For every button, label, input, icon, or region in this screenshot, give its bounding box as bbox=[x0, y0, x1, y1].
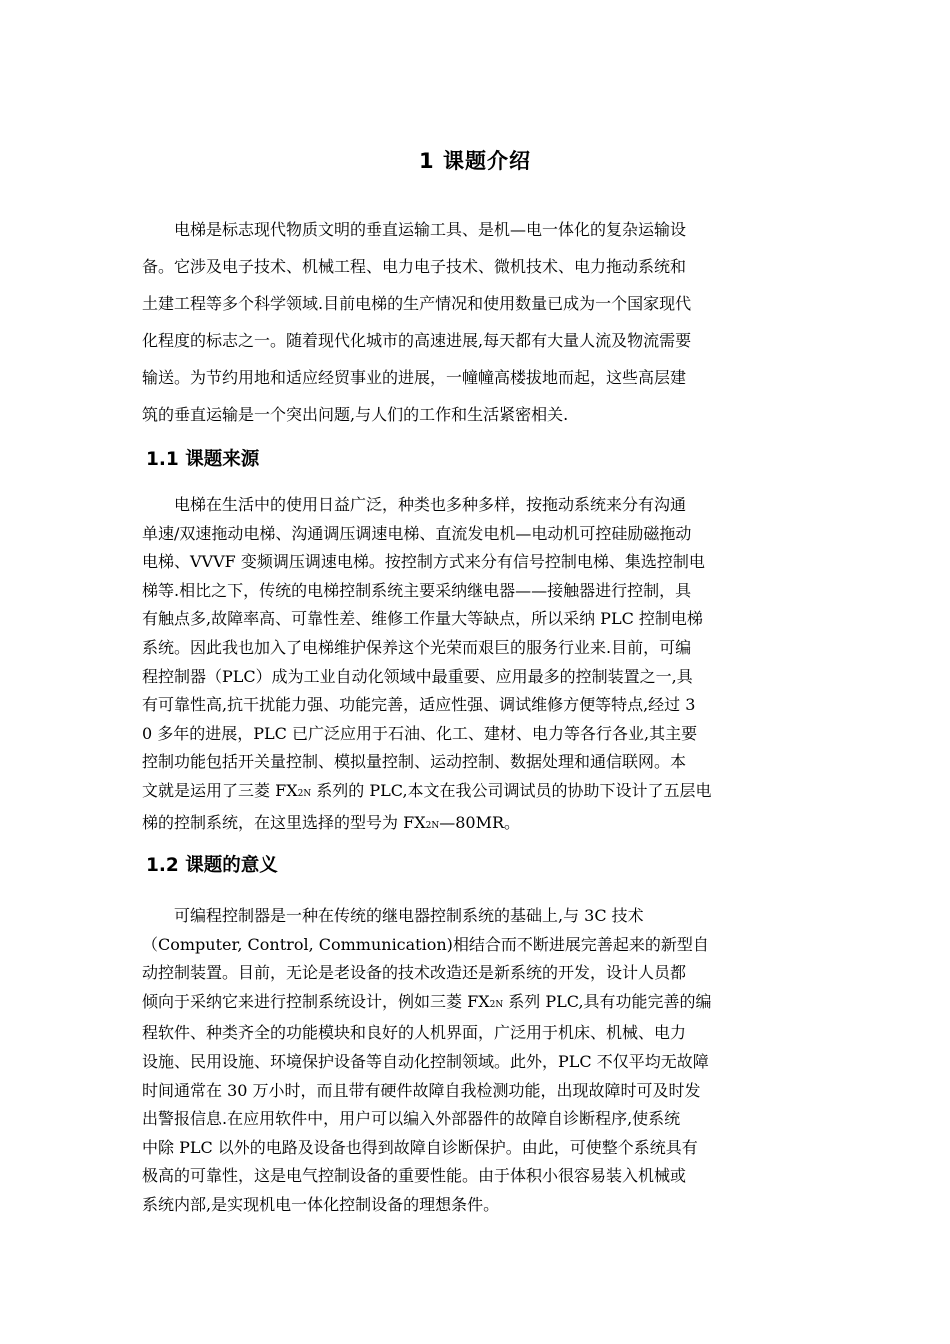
text-line: 有触点多,故障率高、可靠性差、维修工作量大等缺点，所以采纳 PLC 控制电梯 bbox=[142, 609, 703, 629]
text-segment: 倾向于采纳它来进行控制系统设计，例如三菱 FX bbox=[142, 991, 490, 1011]
text-line: 出警报信息.在应用软件中，用户可以编入外部器件的故障自诊断程序,使系统 bbox=[142, 1109, 681, 1129]
text-line: 电梯是标志现代物质文明的垂直运输工具、是机—电一体化的复杂运输设 bbox=[142, 220, 687, 239]
section-heading-1-1: 1.1 课题来源 bbox=[146, 449, 260, 470]
text-line: 输送。为节约用地和适应经贸事业的进展，一幢幢高楼拔地而起，这些高层建 bbox=[142, 368, 687, 387]
text-line: 单速/双速拖动电梯、沟通调压调速电梯、直流发电机—电动机可控硅励磁拖动 bbox=[142, 523, 692, 543]
text-line bbox=[142, 809, 807, 841]
text-segment: 梯的控制系统，在这里选择的型号为 FX bbox=[142, 812, 426, 832]
chapter-title: 1 课题介绍 bbox=[419, 149, 531, 173]
text-line: 可编程控制器是一种在传统的继电器控制系统的基础上,与 3C 技术 bbox=[142, 906, 644, 925]
text-line: 系统。因此我也加入了电梯维护保养这个光荣而艰巨的服务行业来.目前，可编 bbox=[142, 637, 692, 657]
text-line: 0 多年的进展，PLC 已广泛应用于石油、化工、建材、电力等各行各业,其主要 bbox=[142, 723, 698, 743]
text-line: 设施、民用设施、环境保护设备等自动化控制领域。此外，PLC 不仅平均无故障 bbox=[142, 1051, 709, 1071]
text-line: 中除 PLC 以外的电路及设备也得到故障自诊断保护。由此，可使整个系统具有 bbox=[142, 1137, 698, 1157]
text-line bbox=[142, 988, 807, 1020]
text-line: 程控制器（PLC）成为工业自动化领域中最重要、应用最多的控制装置之一,具 bbox=[142, 666, 693, 686]
subscript: 2N bbox=[297, 788, 312, 799]
text-line: 有可靠性高,抗干扰能力强、功能完善，适应性强、调试维修方便等特点,经过 3 bbox=[142, 695, 696, 715]
text-line: 筑的垂直运输是一个突出问题,与人们的工作和生活紧密相关. bbox=[142, 405, 569, 424]
intro-paragraph bbox=[142, 211, 807, 433]
text-line bbox=[142, 777, 807, 809]
section-1-1-paragraph bbox=[142, 491, 807, 840]
text-line: 电梯、VVVF 变频调压调速电梯。按控制方式来分有信号控制电梯、集选控制电 bbox=[142, 552, 705, 572]
text-line: 系统内部,是实现机电一体化控制设备的理想条件。 bbox=[142, 1194, 500, 1214]
text-segment: 文就是运用了三菱 FX bbox=[142, 780, 298, 800]
text-line: （Computer, Control, Communication)相结合而不断进展完善起来的新型自 bbox=[142, 934, 709, 954]
text-segment: 系列的 PLC,本文在我公司调试员的协助下设计了五层电 bbox=[311, 780, 712, 800]
subscript: 2N bbox=[425, 820, 440, 831]
text-line: 化程度的标志之一。随着现代化城市的高速进展,每天都有大量人流及物流需要 bbox=[142, 331, 692, 350]
text-line: 时间通常在 30 万小时，而且带有硬件故障自我检测功能，出现故障时可及时发 bbox=[142, 1080, 701, 1100]
text-line: 备。它涉及电子技术、机械工程、电力电子技术、微机技术、电力拖动系统和 bbox=[142, 257, 687, 276]
text-line: 土建工程等多个科学领域.目前电梯的生产情况和使用数量已成为一个国家现代 bbox=[142, 294, 692, 313]
text-line: 程软件、种类齐全的功能模块和良好的人机界面，广泛用于机床、机械、电力 bbox=[142, 1023, 687, 1043]
text-line: 梯等.相比之下，传统的电梯控制系统主要采纳继电器——接触器进行控制，具 bbox=[142, 580, 692, 600]
section-1-2-paragraph bbox=[142, 902, 807, 1220]
text-line: 极高的可靠性，这是电气控制设备的重要性能。由于体积小很容易装入机械或 bbox=[142, 1166, 687, 1186]
text-line: 控制功能包括开关量控制、模拟量控制、运动控制、数据处理和通信联网。本 bbox=[142, 752, 687, 772]
text-segment: 系列 PLC,具有功能完善的编 bbox=[503, 991, 712, 1011]
section-heading-1-2: 1.2 课题的意义 bbox=[146, 855, 278, 876]
text-line: 动控制装置。目前，无论是老设备的技术改造还是新系统的开发，设计人员都 bbox=[142, 963, 687, 983]
subscript: 2N bbox=[489, 999, 504, 1010]
text-segment: —80MR。 bbox=[439, 812, 520, 832]
text-line: 电梯在生活中的使用日益广泛，种类也多种多样，按拖动系统来分有沟通 bbox=[142, 495, 687, 514]
